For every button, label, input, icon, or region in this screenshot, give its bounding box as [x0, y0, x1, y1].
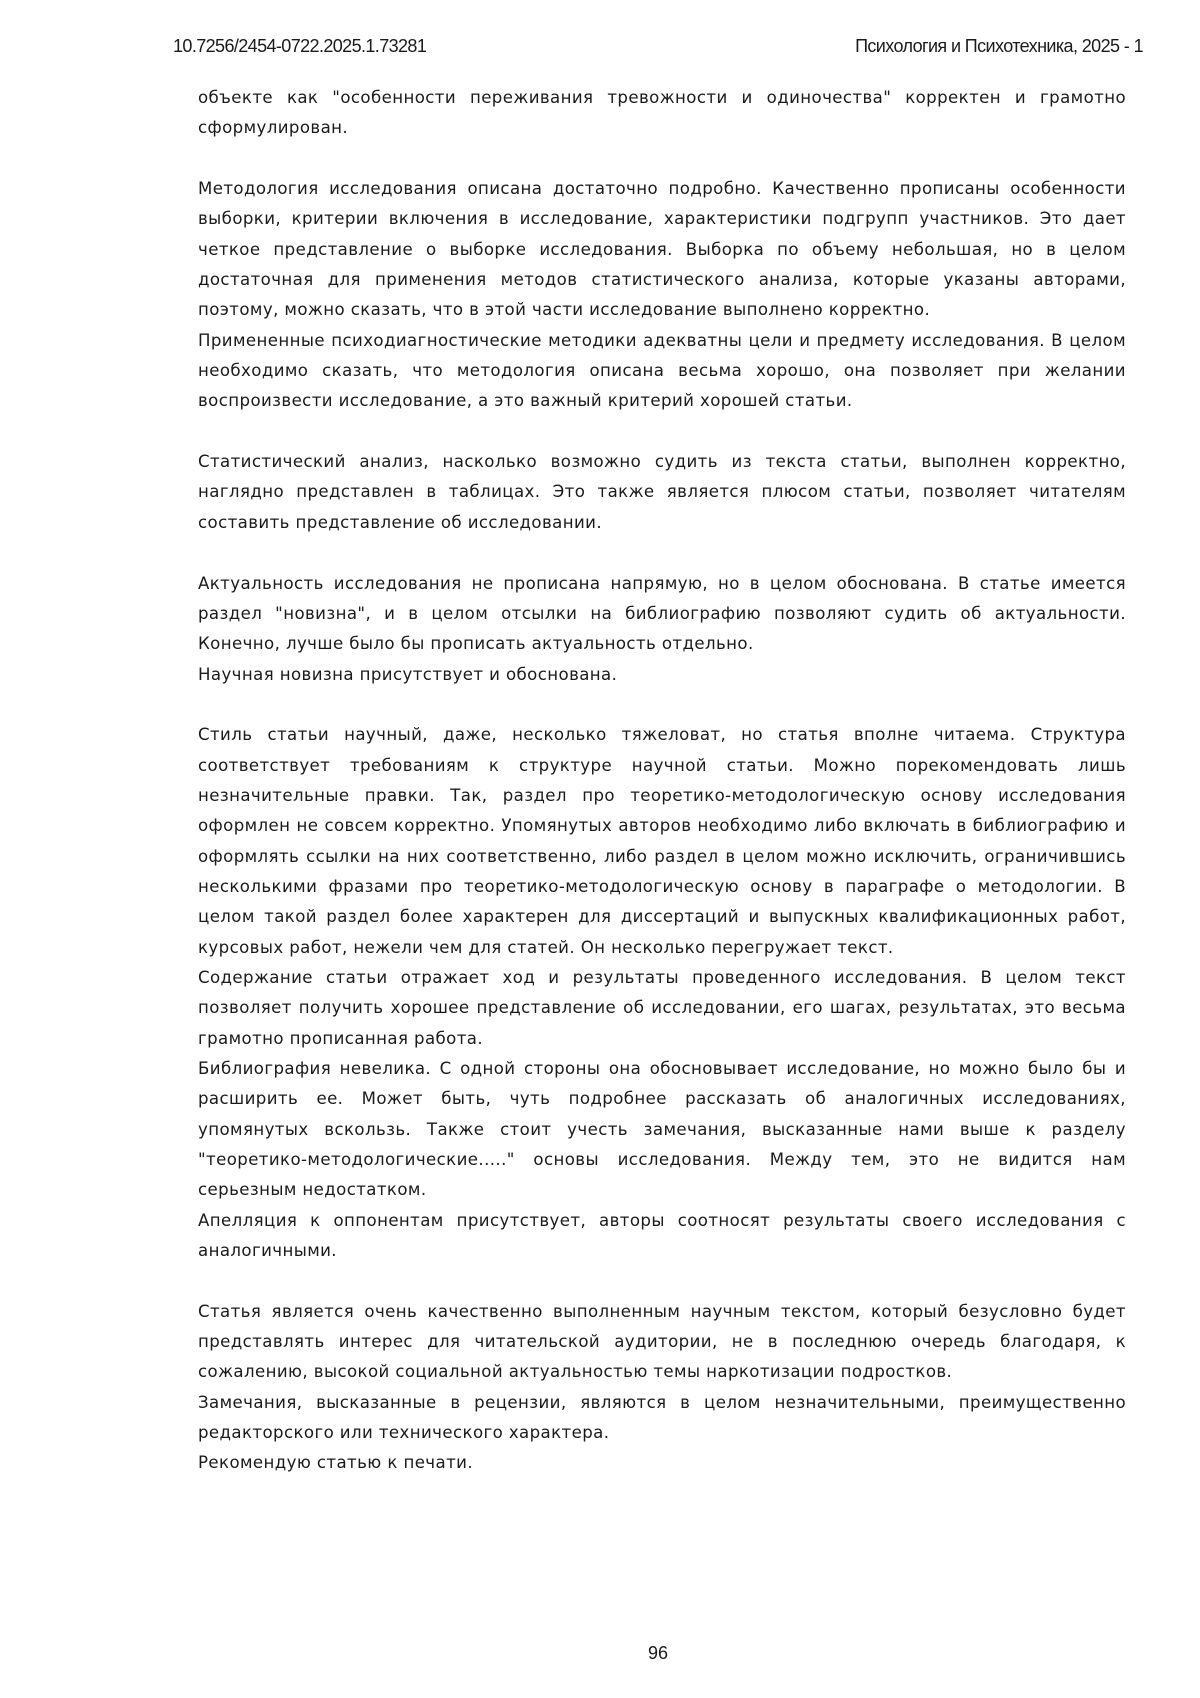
paragraph-style: Стиль статьи научный, даже, несколько тяжеловат, но статья вполне читаема. Структура соответствует требованиям к структуре научной статьи. Можно порекомендовать лишь незначительные правки. Так, раздел про теоретико-методологическую основу исследования оформлен не совсем корректно. Упомянутых авторов необходимо либо включать в библиографию и оформлять ссылки на них соответственно, либо раздел в целом можно исключить, ограничившись несколькими фразами про теоретико-методологическую основу в параграфе о методологии. В целом такой раздел более характерен для диссертаций и выпускных квалификационных работ, курсовых работ, нежели чем для статей. Он несколько перегружает текст. [198, 720, 1126, 963]
page-number: 96 [0, 1643, 1200, 1664]
page-header [173, 36, 1143, 62]
doi-text: 10.7256/2454-0722.2025.1.73281 [173, 36, 426, 57]
review-body [198, 83, 1126, 1479]
paragraph-content: Содержание статьи отражает ход и результаты проведенного исследования. В целом текст позволяет получить хорошее представление об исследовании, его шагах, результатах, это весьма грамотно прописанная работа. [198, 963, 1126, 1054]
paragraph-opponents: Апелляция к оппонентам присутствует, авторы соотносят результаты своего исследования с аналогичными. [198, 1206, 1126, 1267]
paragraph-conclusion: Статья является очень качественно выполненным научным текстом, который безусловно будет представлять интерес для читательской аудитории, не в последнюю очередь благодаря, к сожалению, высокой социальной актуальностью темы наркотизации подростков. [198, 1297, 1126, 1388]
paragraph-recommendation: Рекомендую статью к печати. [198, 1448, 1126, 1478]
journal-title: Психология и Психотехника, 2025 - 1 [855, 36, 1143, 57]
paragraph-remarks: Замечания, высказанные в рецензии, являются в целом незначительными, преимущественно редакторского или технического характера. [198, 1388, 1126, 1449]
paragraph-statistics: Статистический анализ, насколько возможно судить из текста статьи, выполнен корректно, наглядно представлен в таблицах. Это также является плюсом статьи, позволяет читателям составить представление об исследовании. [198, 447, 1126, 538]
paragraph-bibliography: Библиография невелика. С одной стороны она обосновывает исследование, но можно было бы и расширить ее. Может быть, чуть подробнее рассказать об аналогичных исследованиях, упомянутых вскользь. Также стоит учесть замечания, высказанные нами выше к разделу "теоретико-методологические....." основы исследования. Между тем, это не видится нам серьезным недостатком. [198, 1054, 1126, 1206]
paragraph-relevance: Актуальность исследования не прописана напрямую, но в целом обоснована. В статье имеется раздел "новизна", и в целом отсылки на библиографию позволяют судить об актуальности. Конечно, лучше было бы прописать актуальность отдельно. [198, 569, 1126, 660]
paragraph-methodology: Методология исследования описана достаточно подробно. Качественно прописаны особенности выборки, критерии включения в исследование, характеристики подгрупп участников. Это дает четкое представление о выборке исследования. Выборка по объему небольшая, но в целом достаточная для применения методов статистического анализа, которые указаны авторами, поэтому, можно сказать, что в этой части исследование выполнено корректно. [198, 174, 1126, 326]
paragraph-methods: Примененные психодиагностические методики адекватны цели и предмету исследования. В целом необходимо сказать, что методология описана весьма хорошо, она позволяет при желании воспроизвести исследование, а это важный критерий хорошей статьи. [198, 326, 1126, 417]
paragraph-novelty: Научная новизна присутствует и обоснована. [198, 660, 1126, 690]
paragraph-object: объекте как "особенности переживания тревожности и одиночества" корректен и грамотно сформулирован. [198, 83, 1126, 144]
